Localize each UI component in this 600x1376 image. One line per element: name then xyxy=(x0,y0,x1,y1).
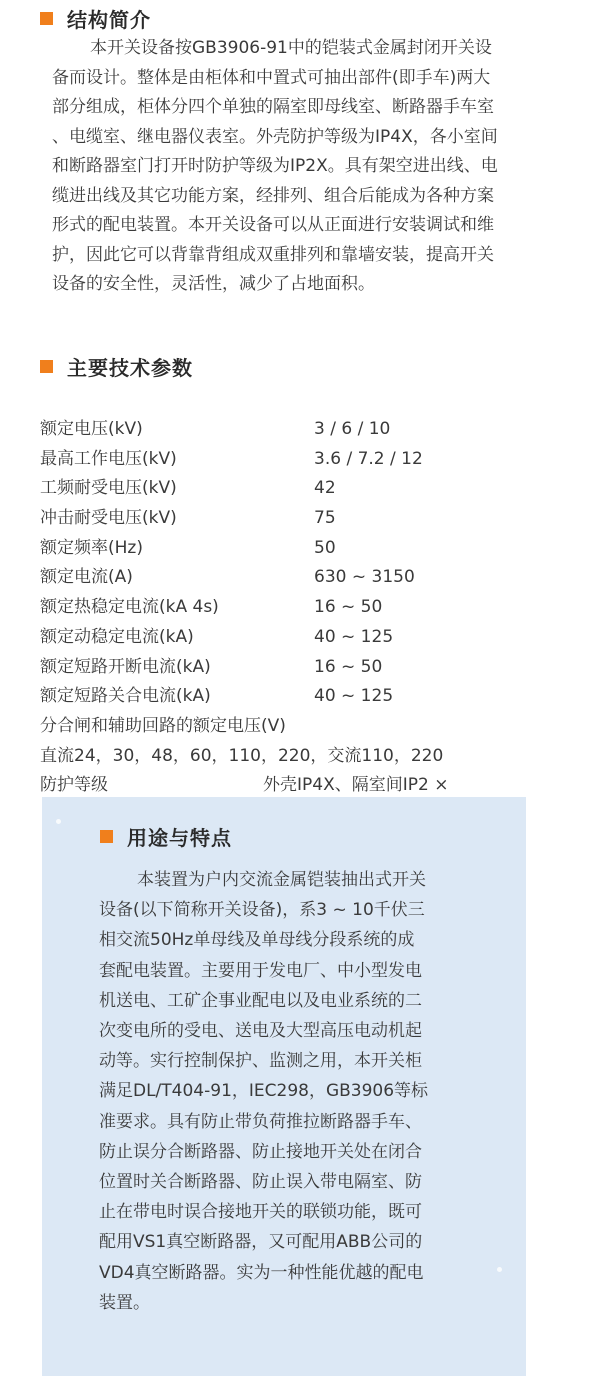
section-title: 结构简介 xyxy=(67,8,151,32)
structure-paragraph xyxy=(52,34,552,300)
spec-row xyxy=(40,445,580,475)
spec-row xyxy=(40,563,580,593)
decor-dot xyxy=(56,819,61,824)
spec-label: 最高工作电压(kV) xyxy=(40,448,177,469)
spec-value: 3 / 6 / 10 xyxy=(314,419,391,439)
paragraph-line: 机送电、工矿企事业配电以及电业系统的二 xyxy=(99,990,422,1011)
spec-value: 75 xyxy=(314,508,336,529)
paragraph-line: 和断路器室门打开时防护等级为IP2X。具有架空进出线、电 xyxy=(52,156,498,176)
spec-row xyxy=(40,623,580,653)
spec-row xyxy=(40,504,580,534)
paragraph-line: 、电缆室、继电器仪表室。外壳防护等级为IP4X，各小室间 xyxy=(52,126,498,147)
orange-square-icon xyxy=(40,12,53,25)
paragraph-line: VD4真空断路器。实为一种性能优越的配电 xyxy=(99,1262,424,1283)
section-heading-specs xyxy=(40,352,193,381)
paragraph-line: 防止误分合断路器、防止接地开关处在闭合 xyxy=(99,1141,422,1162)
spec-value: 42 xyxy=(314,478,336,499)
spec-label: 防护等级 xyxy=(40,775,108,796)
paragraph-line: 护，因此它可以背靠背组成双重排列和靠墙安装，提高开关 xyxy=(52,244,494,265)
spec-row xyxy=(40,742,580,772)
section-heading-features xyxy=(100,822,232,851)
orange-square-icon xyxy=(40,360,53,373)
paragraph-line: 设备(以下简称开关设备)，系3 ~ 10千伏三 xyxy=(99,900,425,921)
spec-label: 额定频率(Hz) xyxy=(40,537,143,558)
paragraph-line: 本开关设备按GB3906-91中的铠装式金属封闭开关设 xyxy=(90,38,492,58)
orange-square-icon xyxy=(100,830,113,843)
spec-value: 3.6 / 7.2 / 12 xyxy=(314,448,423,469)
spec-label: 额定动稳定电流(kA) xyxy=(40,626,194,647)
spec-label: 额定短路开断电流(kA) xyxy=(40,656,211,677)
paragraph-line: 配用VS1真空断路器，又可配用ABB公司的 xyxy=(99,1232,423,1253)
paragraph-line: 形式的配电装置。本开关设备可以从正面进行安装调试和维 xyxy=(52,215,494,235)
spec-table xyxy=(40,415,580,801)
paragraph-line: 部分组成，柜体分四个单独的隔室即母线室、断路器手车室 xyxy=(52,97,494,117)
spec-label: 额定电压(kV) xyxy=(40,419,143,439)
paragraph-line: 准要求。具有防止带负荷推拉断路器手车、 xyxy=(99,1111,422,1132)
spec-label: 额定电流(A) xyxy=(40,567,133,588)
paragraph-line: 装置。 xyxy=(99,1292,150,1313)
paragraph-line: 套配电装置。主要用于发电厂、中小型发电 xyxy=(99,960,422,981)
spec-label: 额定短路关合电流(kA) xyxy=(40,686,211,707)
spec-value: 40 ~ 125 xyxy=(314,626,394,647)
paragraph-line: 止在带电时误合接地开关的联锁功能，既可 xyxy=(99,1202,422,1223)
section-heading-structure xyxy=(40,4,151,33)
section-title: 主要技术参数 xyxy=(67,356,193,380)
paragraph-line: 位置时关合断路器、防止误入带电隔室、防 xyxy=(99,1172,422,1193)
spec-value: 50 xyxy=(314,537,336,558)
spec-value: 16 ~ 50 xyxy=(314,656,383,677)
paragraph-line: 设备的安全性，灵活性，减少了占地面积。 xyxy=(52,274,375,294)
spec-label: 冲击耐受电压(kV) xyxy=(40,508,177,529)
spec-row xyxy=(40,593,580,623)
spec-row xyxy=(40,682,580,712)
aux-voltage-value: 直流24，30，48，60，110，220，交流110，220 xyxy=(40,745,444,766)
section-title: 用途与特点 xyxy=(127,826,232,850)
aux-voltage-label: 分合闸和辅助回路的额定电压(V) xyxy=(40,715,286,736)
paragraph-line: 本装置为户内交流金属铠装抽出式开关 xyxy=(137,870,426,890)
spec-value: 外壳IP4X、隔室间IP2 × xyxy=(263,775,449,796)
paragraph-line: 动等。实行控制保护、监测之用，本开关柜 xyxy=(99,1051,422,1072)
features-paragraph xyxy=(99,865,499,1318)
spec-row xyxy=(40,653,580,683)
spec-label: 额定热稳定电流(kA 4s) xyxy=(40,597,219,618)
paragraph-line: 次变电所的受电、送电及大型高压电动机起 xyxy=(99,1021,422,1042)
spec-value: 16 ~ 50 xyxy=(314,597,383,618)
spec-value: 630 ~ 3150 xyxy=(314,567,415,588)
spec-row xyxy=(40,415,580,445)
spec-value: 40 ~ 125 xyxy=(314,686,394,707)
paragraph-line: 缆进出线及其它功能方案，经排列、组合后能成为各种方案 xyxy=(52,185,494,206)
paragraph-line: 满足DL/T404-91，IEC298，GB3906等标 xyxy=(99,1081,429,1102)
spec-row xyxy=(40,534,580,564)
paragraph-line: 相交流50Hz单母线及单母线分段系统的成 xyxy=(99,930,415,951)
spec-row xyxy=(40,712,580,742)
spec-row xyxy=(40,474,580,504)
paragraph-line: 备而设计。整体是由柜体和中置式可抽出部件(即手车)两大 xyxy=(52,67,491,88)
spec-label: 工频耐受电压(kV) xyxy=(40,478,177,499)
